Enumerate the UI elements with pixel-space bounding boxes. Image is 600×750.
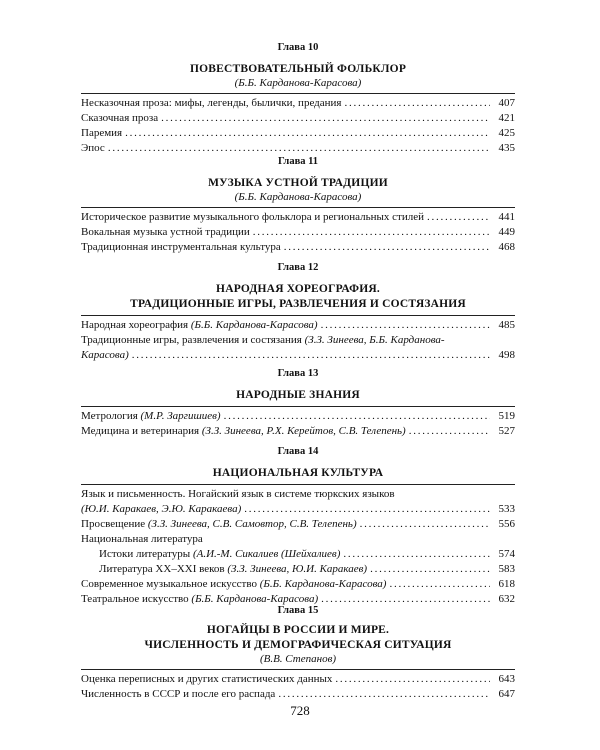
entry-page: 556 xyxy=(498,518,515,530)
chapter-10 xyxy=(81,42,515,156)
chapter-number: Глава 10 xyxy=(277,42,319,53)
toc-entry[interactable] xyxy=(81,409,515,424)
entry-author: (Б.Б. Карданова-Карасова) xyxy=(191,593,319,605)
leader-dots xyxy=(321,318,490,333)
toc-entry[interactable] xyxy=(81,318,515,333)
chapter-author: (В.В. Степанов) xyxy=(259,653,337,665)
chapter-rule xyxy=(81,207,515,208)
leader-dots xyxy=(108,141,490,156)
toc-entry[interactable] xyxy=(81,672,515,687)
toc-entry[interactable] xyxy=(81,424,515,439)
entry-author: Карасова) xyxy=(81,349,129,361)
leader-dots xyxy=(427,210,490,225)
entry-page: 533 xyxy=(498,503,515,515)
entry-author: (Б.Б. Карданова-Карасова) xyxy=(190,319,318,331)
chapter-rule xyxy=(81,669,515,670)
entry-page: 618 xyxy=(498,578,515,590)
entry-page: 449 xyxy=(498,226,515,238)
entry-title[interactable]: Традиционные игры, развлечения и состязания (З.З. Зинеева, Б.Б. Карданова- xyxy=(81,334,445,346)
entry-author: (З.З. Зинеева, С.В. Самовтор, С.В. Телепень) xyxy=(147,518,357,530)
entry-page: 485 xyxy=(498,319,515,331)
leader-dots xyxy=(370,562,490,577)
entry-title: Оценка переписных и других статистических данных xyxy=(81,673,333,685)
entry-page: 574 xyxy=(498,548,515,560)
chapter-number: Глава 13 xyxy=(277,368,319,379)
entry-title: Сказочная проза xyxy=(81,112,159,124)
leader-dots xyxy=(125,126,490,141)
chapter-rule xyxy=(81,93,515,94)
leader-dots xyxy=(132,348,490,363)
entry-title: Истоки литературы (А.И.-М. Сикалиев (Шейхалиев) xyxy=(99,548,341,560)
entry-title: Народная хореография (Б.Б. Карданова-Карасова) xyxy=(81,319,318,331)
chapter-title: НАРОДНАЯ ХОРЕОГРАФИЯ. xyxy=(216,283,380,295)
chapter-number: Глава 12 xyxy=(277,262,319,273)
toc-entry[interactable] xyxy=(81,348,515,363)
chapter-14 xyxy=(81,446,515,607)
entry-author: (З.З. Зинеева, Ю.И. Каракаев) xyxy=(227,563,368,575)
entry-page: 647 xyxy=(498,688,515,700)
chapter-title: НАЦИОНАЛЬНАЯ КУЛЬТУРА xyxy=(212,467,384,479)
entry-title: Медицина и ветеринария (З.З. Зинеева, Р.Х. Керейтов, С.В. Телепень) xyxy=(81,425,406,437)
toc-entry[interactable] xyxy=(81,240,515,255)
entry-page: 643 xyxy=(498,673,515,685)
chapter-title: ЧИСЛЕННОСТЬ И ДЕМОГРАФИЧЕСКАЯ СИТУАЦИЯ xyxy=(144,639,452,651)
entry-page: 632 xyxy=(498,593,515,605)
leader-dots xyxy=(335,672,490,687)
chapter-title: НАРОДНЫЕ ЗНАНИЯ xyxy=(236,389,360,401)
leader-dots xyxy=(343,547,490,562)
entry-title: Эпос xyxy=(81,142,105,154)
toc-entry[interactable] xyxy=(81,111,515,126)
entry-title: Несказочная проза: мифы, легенды, былички, предания xyxy=(81,97,342,109)
leader-dots xyxy=(360,517,490,532)
entry-title: Литература XX–XXI веков (З.З. Зинеева, Ю.И. Каракаев) xyxy=(99,563,368,575)
entry-page: 425 xyxy=(498,127,515,139)
toc-entry[interactable] xyxy=(81,210,515,225)
entry-author: (А.И.-М. Сикалиев (Шейхалиев) xyxy=(192,548,341,560)
entry-page: 468 xyxy=(498,241,515,253)
entry-page: 527 xyxy=(498,425,515,437)
toc-subheading[interactable]: Национальная литература xyxy=(81,533,203,545)
toc-entry[interactable] xyxy=(81,502,515,517)
chapter-title: ТРАДИЦИОННЫЕ ИГРЫ, РАЗВЛЕЧЕНИЯ И СОСТЯЗАНИЯ xyxy=(130,298,466,310)
entry-title[interactable]: Язык и письменность. Ногайский язык в системе тюркских языков xyxy=(81,488,395,500)
entry-page: 441 xyxy=(498,211,515,223)
leader-dots xyxy=(278,687,490,702)
toc-entry[interactable] xyxy=(81,687,515,702)
leader-dots xyxy=(161,111,490,126)
chapter-13 xyxy=(81,368,515,439)
entry-author: (Ю.И. Каракаев, Э.Ю. Каракаева) xyxy=(81,503,242,515)
toc-entry[interactable] xyxy=(81,547,515,562)
toc-entry[interactable] xyxy=(81,225,515,240)
leader-dots xyxy=(284,240,490,255)
chapter-number: Глава 15 xyxy=(277,605,319,616)
entry-title: Паремия xyxy=(81,127,123,139)
toc-entry[interactable] xyxy=(81,562,515,577)
entry-author: (З.З. Зинеева, Б.Б. Карданова- xyxy=(304,334,445,346)
chapter-rule xyxy=(81,406,515,407)
chapter-rule xyxy=(81,315,515,316)
leader-dots xyxy=(253,225,490,240)
leader-dots xyxy=(224,409,490,424)
leader-dots xyxy=(244,502,490,517)
toc-entry[interactable] xyxy=(81,126,515,141)
toc-entry[interactable] xyxy=(81,517,515,532)
chapter-11 xyxy=(81,156,515,255)
leader-dots xyxy=(409,424,490,439)
chapter-number: Глава 11 xyxy=(277,156,319,167)
entry-page: 421 xyxy=(498,112,515,124)
chapter-title: НОГАЙЦЫ В РОССИИ И МИРЕ. xyxy=(206,624,390,636)
entry-page: 498 xyxy=(498,349,515,361)
leader-dots xyxy=(345,96,491,111)
chapter-rule xyxy=(81,484,515,485)
entry-page: 583 xyxy=(498,563,515,575)
entry-author: (Б.Б. Карданова-Карасова) xyxy=(259,578,387,590)
entry-author: (З.З. Зинеева, Р.Х. Керейтов, С.В. Телепень) xyxy=(201,425,406,437)
chapter-author: (Б.Б. Карданова-Карасова) xyxy=(234,191,362,203)
leader-dots xyxy=(389,577,490,592)
toc-entry[interactable] xyxy=(81,577,515,592)
entry-title: Метрология (М.Р. Заргишиев) xyxy=(81,410,221,422)
entry-title: Просвещение (З.З. Зинеева, С.В. Самовтор, С.В. Телепень) xyxy=(81,518,357,530)
chapter-number: Глава 14 xyxy=(277,446,319,457)
entry-author: (М.Р. Заргишиев) xyxy=(140,410,221,422)
entry-title: Традиционная инструментальная культура xyxy=(81,241,281,253)
chapter-15 xyxy=(81,605,515,702)
entry-title: Вокальная музыка устной традиции xyxy=(81,226,250,238)
toc-entry[interactable] xyxy=(81,96,515,111)
entry-title: Театральное искусство (Б.Б. Карданова-Карасова) xyxy=(81,593,319,605)
entry-title: Современное музыкальное искусство (Б.Б. Карданова-Карасова) xyxy=(81,578,387,590)
entry-page: 407 xyxy=(498,97,515,109)
chapter-title: МУЗЫКА УСТНОЙ ТРАДИЦИИ xyxy=(208,177,388,189)
entry-page: 519 xyxy=(498,410,515,422)
entry-title: Численность в СССР и после его распада xyxy=(81,688,276,700)
chapter-12 xyxy=(81,262,515,363)
chapter-title: ПОВЕСТВОВАТЕЛЬНЫЙ ФОЛЬКЛОР xyxy=(189,63,407,75)
entry-page: 435 xyxy=(498,142,515,154)
entry-title: Историческое развитие музыкального фольклора и региональных стилей xyxy=(81,211,424,223)
toc-entry[interactable] xyxy=(81,141,515,156)
chapter-author: (Б.Б. Карданова-Карасова) xyxy=(234,77,362,89)
page-number: 728 xyxy=(290,703,310,718)
